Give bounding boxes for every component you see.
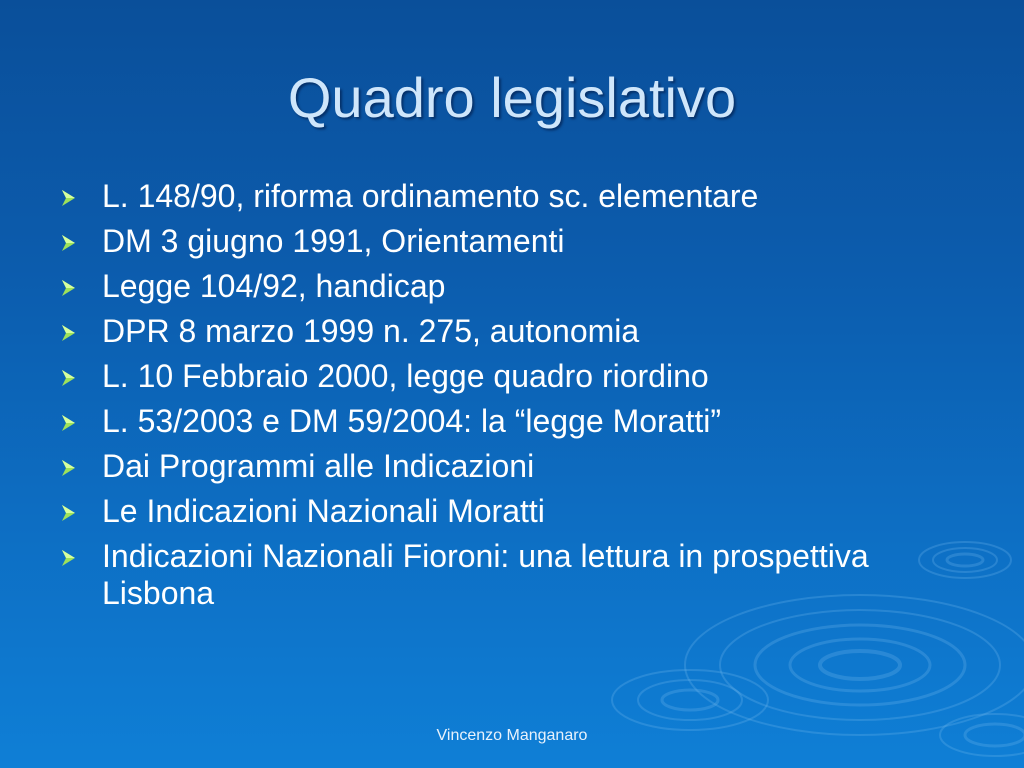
footer-author: Vincenzo Manganaro xyxy=(436,727,588,744)
bullet-text: DPR 8 marzo 1999 n. 275, autonomia xyxy=(102,313,640,349)
bullet-text: Legge 104/92, handicap xyxy=(102,268,446,304)
list-item xyxy=(58,538,958,612)
bullet-text: L. 148/90, riforma ordinamento sc. elementare xyxy=(102,178,759,214)
bullet-text: L. 53/2003 e DM 59/2004: la “legge Moratti” xyxy=(102,403,722,439)
arrow-bullet-icon xyxy=(58,448,102,485)
list-item xyxy=(58,403,958,440)
arrow-bullet-icon xyxy=(58,493,102,530)
arrow-bullet-icon xyxy=(58,403,102,440)
bullet-text: Indicazioni Nazionali Fioroni: una lettura in prospettiva Lisbona xyxy=(102,538,869,611)
bullet-text: DM 3 giugno 1991, Orientamenti xyxy=(102,223,565,259)
list-item xyxy=(58,493,958,530)
bullet-text: Le Indicazioni Nazionali Moratti xyxy=(102,493,545,529)
arrow-bullet-icon xyxy=(58,178,102,215)
list-item xyxy=(58,268,958,305)
bullet-list xyxy=(58,178,958,620)
arrow-bullet-icon xyxy=(58,313,102,350)
arrow-bullet-icon xyxy=(58,268,102,305)
arrow-bullet-icon xyxy=(58,538,102,575)
list-item xyxy=(58,178,958,215)
list-item xyxy=(58,358,958,395)
arrow-bullet-icon xyxy=(58,223,102,260)
bullet-text: L. 10 Febbraio 2000, legge quadro riordino xyxy=(102,358,709,394)
bullet-text: Dai Programmi alle Indicazioni xyxy=(102,448,535,484)
list-item xyxy=(58,223,958,260)
list-item xyxy=(58,313,958,350)
list-item xyxy=(58,448,958,485)
arrow-bullet-icon xyxy=(58,358,102,395)
slide-title: Quadro legislativo xyxy=(287,66,737,129)
